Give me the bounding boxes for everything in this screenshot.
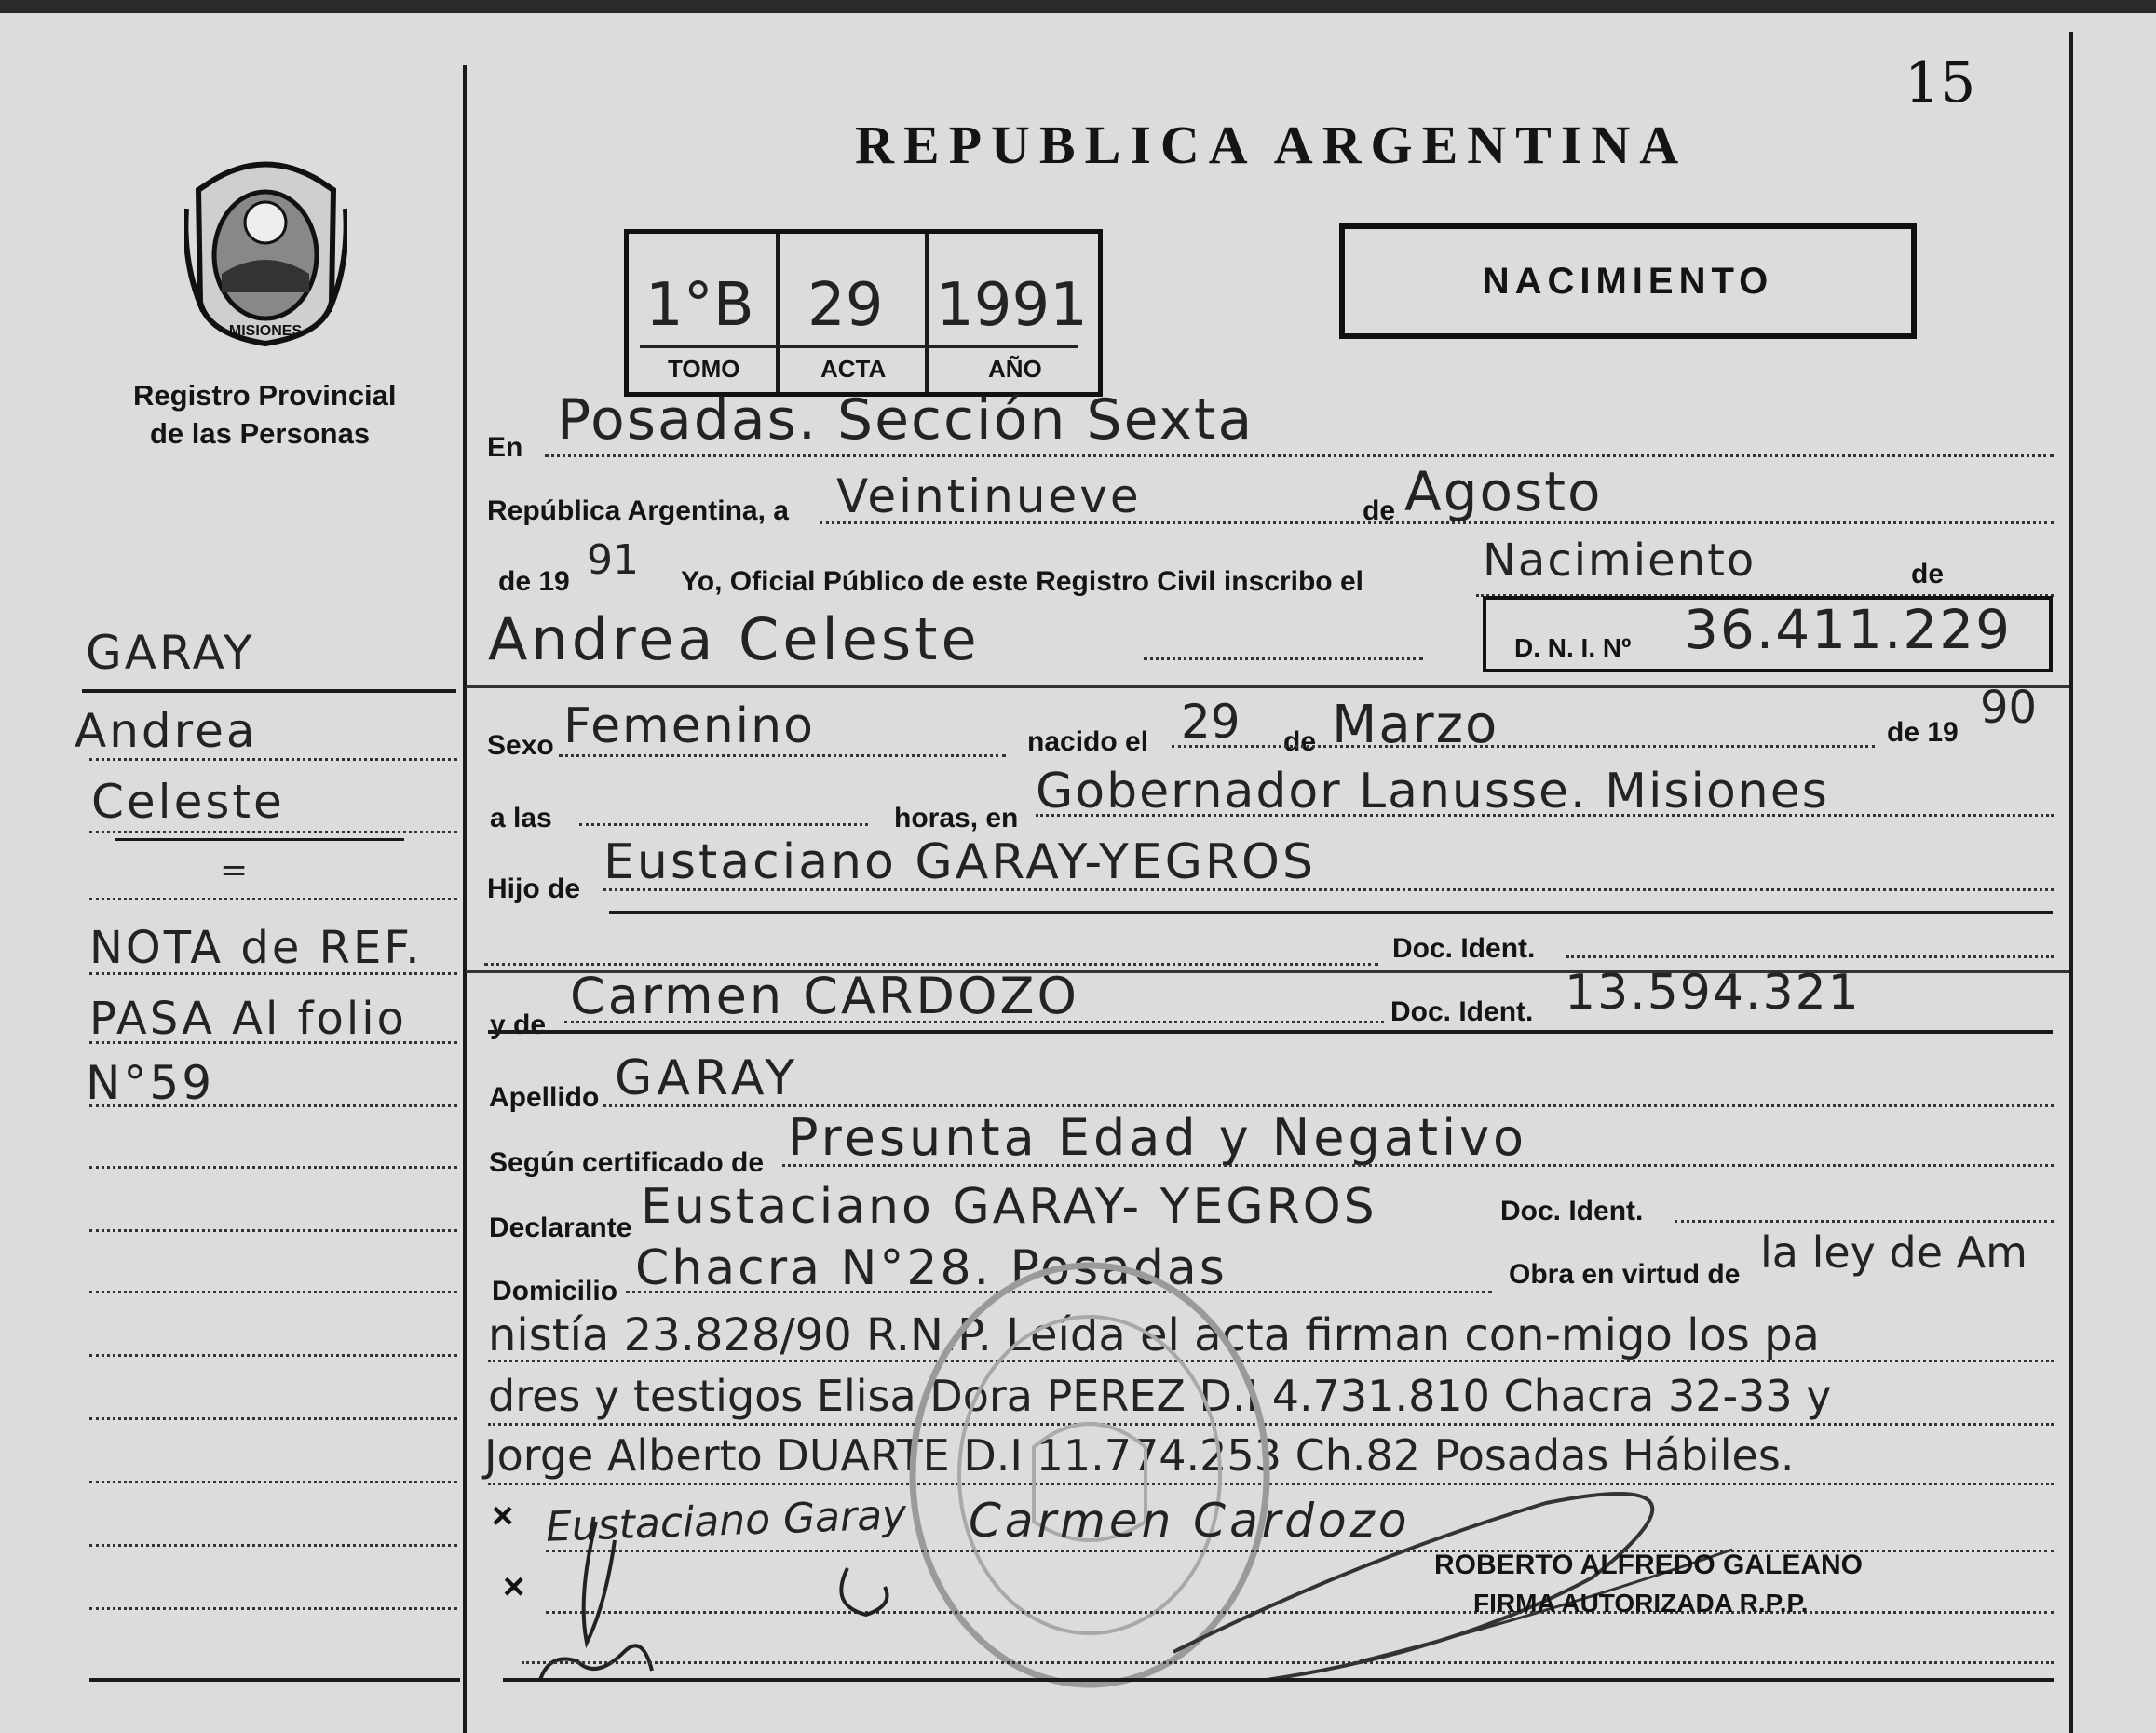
event-value: Nacimiento — [1483, 535, 1756, 587]
margin-underline — [82, 689, 456, 693]
seal-bottom-text: MISIONES — [228, 323, 303, 339]
signature-mark-1: × — [492, 1496, 514, 1537]
tomo-value: 1°B — [645, 271, 754, 340]
registry-name-line2: de las Personas — [150, 417, 371, 450]
margin-surname: GARAY — [86, 626, 255, 680]
apellido-dotline — [603, 1104, 2054, 1107]
nacido-month: Marzo — [1332, 695, 1499, 755]
rep-month: Agosto — [1404, 460, 1603, 523]
horas-label: horas, en — [894, 803, 1019, 833]
nacido-year-label: de 19 — [1887, 717, 1959, 748]
margin-dotline — [89, 1607, 457, 1610]
signature-2: Carmen Cardozo — [969, 1494, 1411, 1548]
en-dotline — [545, 454, 2054, 457]
margin-dotline — [89, 898, 457, 900]
margin-dotline — [89, 1481, 457, 1483]
rep-dotline — [820, 521, 2054, 524]
segun-value: Presunta Edad y Negativo — [788, 1108, 1528, 1167]
name-dotline — [1144, 657, 1423, 660]
rep-day: Veintinueve — [836, 469, 1142, 523]
margin-note3: N°59 — [86, 1056, 215, 1110]
misiones-seal-icon — [184, 153, 347, 348]
margin-underline — [115, 838, 404, 841]
signature-scribble-icon — [522, 1466, 2049, 1708]
margin-name1: Andrea — [75, 704, 258, 758]
yo-text: Yo, Oficial Público de este Registro Civil inscribo el — [681, 566, 1363, 597]
country-heading: REPUBLICA ARGENTINA — [855, 115, 1688, 175]
margin-dotline — [89, 1104, 457, 1107]
mother-name: Carmen CARDOZO — [570, 967, 1080, 1025]
mother-underline — [488, 1030, 2053, 1034]
margin-dotline — [89, 831, 457, 833]
official-name: ROBERTO ALFREDO GALEANO — [1434, 1550, 1864, 1580]
acta-text-line1: nistía 23.828/90 R.N.P. Leída el acta firman con-migo los pa — [488, 1309, 1820, 1361]
left-border-line — [463, 65, 467, 1733]
acta-text-line3: Jorge Alberto DUARTE D.I 11.774.253 Ch.82 Posadas Hábiles. — [484, 1430, 1795, 1481]
bottom-line — [503, 1678, 2054, 1682]
ref-divider — [925, 234, 929, 392]
margin-dotline — [89, 758, 457, 761]
father-doc-value-dotline — [1566, 955, 2054, 958]
ano-value: 1991 — [936, 271, 1088, 340]
declarante-label: Declarante — [489, 1212, 632, 1243]
margin-dotline — [89, 1229, 457, 1232]
signature-1: Eustaciano Garay — [545, 1491, 907, 1551]
father-dotline — [603, 888, 2054, 891]
declarante-dotline — [1675, 1220, 2054, 1223]
tomo-label: TOMO — [668, 355, 740, 383]
margin-note2: PASA Al folio — [89, 993, 407, 1045]
sexo-label: Sexo — [487, 730, 554, 761]
alas-dotline — [579, 823, 868, 826]
sexo-dotline — [559, 754, 1006, 757]
rep-de-label: de — [1363, 495, 1396, 526]
sexo-value: Femenino — [563, 698, 815, 754]
official-title: FIRMA AUTORIZADA R.P.P. — [1473, 1589, 1809, 1618]
en-label: En — [487, 432, 523, 463]
mother-dotline — [564, 1021, 1384, 1023]
segun-dotline — [782, 1164, 2054, 1167]
signature-dotline — [522, 1661, 2054, 1664]
father-doc-label: Doc. Ident. — [1392, 933, 1536, 964]
dni-box — [1483, 596, 2053, 672]
obra-value: la ley de Am — [1760, 1227, 2027, 1278]
father-name: Eustaciano GARAY-YEGROS — [603, 834, 1316, 890]
year-label: de 19 — [498, 566, 570, 597]
margin-dotline — [89, 1166, 457, 1169]
margin-equals: = — [220, 851, 249, 889]
en-value: Posadas. Sección Sexta — [557, 387, 1254, 453]
nacido-day: 29 — [1181, 695, 1241, 749]
document-page — [0, 13, 2156, 1733]
margin-underline — [89, 1678, 460, 1682]
margin-dotline — [89, 1354, 457, 1357]
alas-label: a las — [490, 803, 552, 833]
signature-mark-2: × — [503, 1566, 525, 1607]
section-divider — [466, 685, 2069, 688]
segun-label: Según certificado de — [489, 1147, 765, 1178]
registry-name-line1: Registro Provincial — [133, 379, 397, 412]
margin-dotline — [89, 1291, 457, 1293]
hijo-label: Hijo de — [487, 873, 581, 904]
event-de-label: de — [1911, 559, 1945, 589]
margin-name2: Celeste — [91, 775, 285, 829]
father-underline — [609, 911, 2053, 914]
declarante-doc-label: Doc. Ident. — [1500, 1196, 1644, 1226]
year-value: 91 — [587, 536, 639, 584]
acta-text-line2: dres y testigos Elisa Dora PEREZ D.I 4.731.810 Chacra 32-33 y — [488, 1371, 1832, 1421]
record-reference-box — [624, 229, 1103, 397]
mother-doc-label: Doc. Ident. — [1390, 996, 1534, 1027]
dni-value: 36.411.229 — [1684, 598, 2013, 661]
acta-label: ACTA — [820, 355, 887, 383]
ref-underline — [640, 345, 1078, 348]
father-doc-dotline — [484, 963, 1378, 966]
birth-place: Gobernador Lanusse. Misiones — [1036, 764, 1829, 819]
doc-type-box — [1339, 223, 1917, 339]
domicilio-label: Domicilio — [492, 1276, 618, 1307]
nacido-dotline — [1172, 745, 1875, 748]
nacido-year: 90 — [1980, 682, 2038, 734]
apellido-label: Apellido — [489, 1082, 600, 1113]
apellido-value: GARAY — [615, 1050, 800, 1106]
margin-dotline — [89, 1041, 457, 1044]
right-border-line — [2069, 32, 2073, 1733]
yde-label: y de — [490, 1009, 547, 1040]
domicilio-value: Chacra N°28. Posadas — [635, 1240, 1227, 1296]
ano-label: AÑO — [988, 355, 1042, 383]
margin-dotline — [89, 1417, 457, 1420]
margin-dotline — [89, 1544, 457, 1547]
margin-note1: NOTA de REF. — [89, 922, 423, 974]
ref-divider — [776, 234, 780, 392]
place-dotline — [1036, 814, 2054, 817]
page-number: 15 — [1905, 50, 1976, 115]
doc-type-label: NACIMIENTO — [1482, 261, 1774, 302]
rep-label: República Argentina, a — [487, 495, 789, 526]
margin-dotline — [89, 972, 457, 975]
acta-value: 29 — [807, 271, 884, 340]
registered-name: Andrea Celeste — [488, 605, 981, 673]
dni-label: D. N. I. Nº — [1514, 633, 1632, 662]
obra-label: Obra en virtud de — [1509, 1259, 1741, 1290]
mother-doc-value: 13.594.321 — [1565, 965, 1861, 1021]
declarante-value: Eustaciano GARAY- YEGROS — [641, 1179, 1377, 1235]
nacido-label: nacido el — [1027, 726, 1149, 757]
nacido-de: de — [1283, 726, 1317, 757]
